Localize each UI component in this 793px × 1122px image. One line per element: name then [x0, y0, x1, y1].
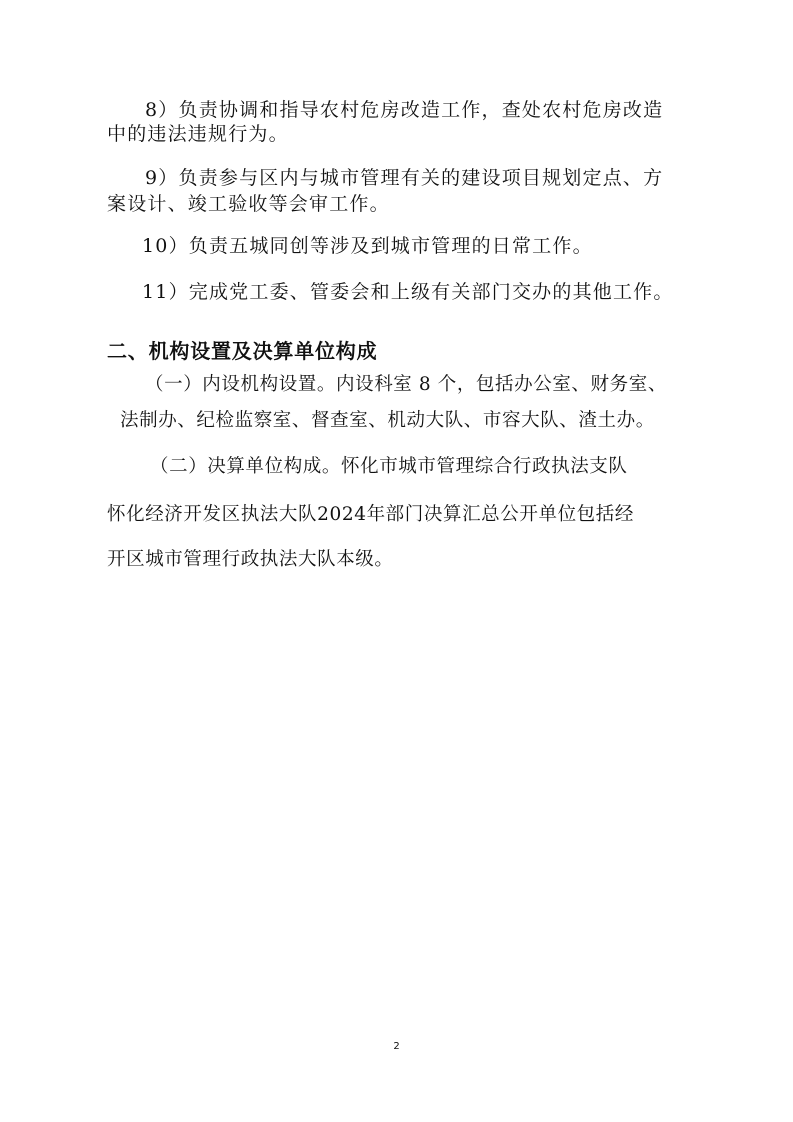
item-9-line-1: 9）负责参与区内与城市管理有关的建设项目规划定点、方 [145, 167, 664, 189]
subsection-1-line-1: （一）内设机构设置。内设科室 8 个，包括办公室、财务室、 [145, 374, 667, 395]
subsection-2-line-2: 怀化经济开发区执法大队2024年部门决算汇总公开单位包括经 [107, 504, 634, 525]
item-10-line: 10）负责五城同创等涉及到城市管理的日常工作。 [142, 235, 593, 257]
item-9-line-2: 案设计、竣工验收等会审工作。 [107, 193, 390, 215]
page-number: 2 [393, 1041, 400, 1052]
item-11-line: 11）完成党工委、管委会和上级有关部门交办的其他工作。 [142, 281, 674, 303]
subsection-2-line-3: 开区城市管理行政执法大队本级。 [107, 549, 394, 570]
item-8-line-2: 中的违法违规行为。 [107, 123, 289, 145]
item-8-line-1: 8）负责协调和指导农村危房改造工作，查处农村危房改造 [145, 99, 664, 121]
subsection-1-line-2: 法制办、纪检监察室、督查室、机动大队、市容大队、渣土办。 [120, 410, 655, 431]
section-heading: 二、机构设置及决算单位构成 [107, 339, 378, 363]
subsection-2-line-1: （二）决算单位构成。怀化市城市管理综合行政执法支队 [150, 456, 628, 477]
